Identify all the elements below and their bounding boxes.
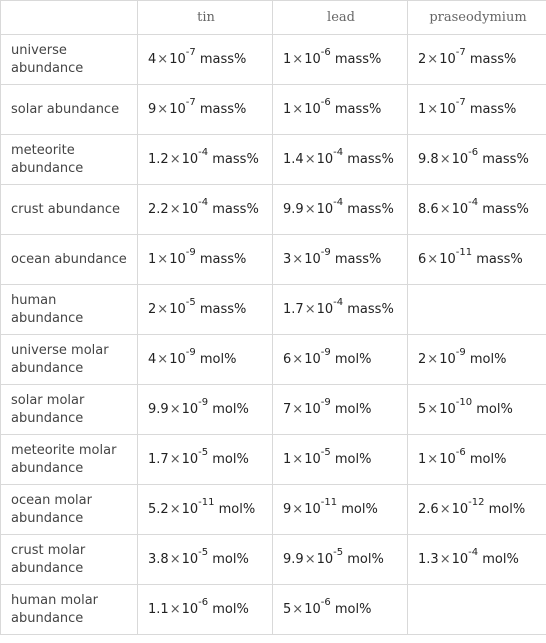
mantissa: 4 [148,51,157,67]
unit: mass% [212,151,259,167]
unit: mass% [334,251,382,267]
times-sign: × [439,551,451,567]
value-cell [138,85,273,135]
value-cell [408,235,546,285]
exponent-base: 10 [169,301,186,317]
times-sign: × [427,101,439,117]
exponent-base: 10 [316,201,334,217]
value-cell [138,135,273,185]
mantissa: 9.9 [283,551,304,567]
exponent-base: 10 [439,401,456,417]
mantissa: 4 [148,351,157,367]
exponent-base: 10 [181,551,199,567]
unit: mass% [347,301,394,317]
table-row [1,485,546,535]
times-sign: × [169,451,181,467]
exponent-base: 10 [181,151,199,167]
exponent: -5 [333,547,344,559]
exponent-base: 10 [439,451,456,467]
unit: mol% [347,551,384,567]
exponent: -9 [185,247,196,259]
unit: mass% [469,51,517,67]
value-cell [138,385,273,435]
value-cell [408,185,546,235]
value-cell [138,285,273,335]
value-cell [408,585,546,635]
exponent: -9 [455,347,466,359]
value-cell [273,535,408,585]
times-sign: × [304,151,316,167]
unit: mass% [482,151,529,167]
row-label: universe molar abundance [1,335,138,385]
mantissa: 2 [418,351,427,367]
mantissa: 9 [283,501,292,517]
value-cell [408,435,546,485]
column-header-tin: tin [138,1,273,35]
row-label: human molar abundance [1,585,138,635]
exponent-base: 10 [304,451,321,467]
exponent-base: 10 [169,351,186,367]
value-cell [138,35,273,85]
row-label: crust abundance [1,185,138,235]
header-row [1,1,546,35]
unit: mass% [476,251,523,267]
value-cell [273,335,408,385]
value-cell [408,285,546,335]
times-sign: × [427,51,439,67]
times-sign: × [157,251,169,267]
mantissa: 8.6 [418,201,439,217]
unit: mol% [469,451,507,467]
exponent-base: 10 [439,351,456,367]
mantissa: 1.2 [148,151,169,167]
unit: mol% [218,501,256,517]
unit: mass% [482,201,529,217]
value-cell [408,135,546,185]
mantissa: 9.9 [148,401,169,417]
unit: mass% [469,101,517,117]
exponent: -5 [198,547,209,559]
mantissa: 1.3 [418,551,439,567]
times-sign: × [427,401,439,417]
times-sign: × [169,401,181,417]
exponent: -9 [320,247,331,259]
value-cell [138,585,273,635]
exponent: -5 [185,297,196,309]
table-row [1,135,546,185]
unit: mol% [334,451,372,467]
exponent: -11 [320,497,338,509]
row-label: human abundance [1,285,138,335]
exponent-base: 10 [304,351,321,367]
row-label: meteorite abundance [1,135,138,185]
value-cell [138,185,273,235]
times-sign: × [292,601,304,617]
exponent: -4 [468,547,479,559]
exponent: -6 [320,597,331,609]
unit: mass% [199,51,247,67]
table-row [1,185,546,235]
exponent: -6 [320,97,331,109]
value-cell [138,335,273,385]
exponent-base: 10 [181,451,199,467]
times-sign: × [292,251,304,267]
times-sign: × [439,201,451,217]
table-row [1,235,546,285]
value-cell [273,385,408,435]
value-cell [273,235,408,285]
times-sign: × [304,301,316,317]
value-cell [138,435,273,485]
exponent: -11 [198,497,215,509]
exponent-base: 10 [451,151,469,167]
unit: mass% [334,51,382,67]
table-row [1,85,546,135]
times-sign: × [157,101,169,117]
table-row [1,35,546,85]
unit: mol% [212,451,249,467]
times-sign: × [169,501,181,517]
mantissa: 1.4 [283,151,304,167]
mantissa: 2 [148,301,157,317]
times-sign: × [292,401,304,417]
exponent-base: 10 [439,251,456,267]
exponent: -11 [455,247,473,259]
unit: mass% [199,251,247,267]
exponent-base: 10 [439,51,456,67]
mantissa: 9.8 [418,151,439,167]
exponent: -9 [185,347,196,359]
exponent-base: 10 [451,551,469,567]
value-cell [273,135,408,185]
times-sign: × [304,201,316,217]
unit: mol% [212,551,249,567]
value-cell [138,535,273,585]
times-sign: × [292,501,304,517]
times-sign: × [157,51,169,67]
value-cell [273,435,408,485]
times-sign: × [157,351,169,367]
exponent: -4 [333,297,344,309]
exponent-base: 10 [169,251,186,267]
times-sign: × [439,151,451,167]
mantissa: 3.8 [148,551,169,567]
mantissa: 1 [418,451,427,467]
unit: mol% [488,501,526,517]
exponent-base: 10 [304,401,321,417]
exponent-base: 10 [451,201,469,217]
times-sign: × [304,551,316,567]
times-sign: × [157,301,169,317]
row-label: solar molar abundance [1,385,138,435]
unit: mol% [199,351,237,367]
unit: mass% [347,151,394,167]
mantissa: 5.2 [148,501,169,517]
times-sign: × [439,501,451,517]
row-label: universe abundance [1,35,138,85]
exponent: -10 [455,397,473,409]
exponent: -5 [320,447,331,459]
value-cell [273,35,408,85]
exponent-base: 10 [181,501,199,517]
times-sign: × [292,51,304,67]
row-label: solar abundance [1,85,138,135]
value-cell [273,185,408,235]
unit: mass% [347,201,394,217]
table-row [1,535,546,585]
exponent: -4 [198,147,209,159]
value-cell [408,485,546,535]
mantissa: 1 [283,101,292,117]
unit: mol% [334,351,372,367]
unit: mol% [469,351,507,367]
mantissa: 2 [418,51,427,67]
mantissa: 3 [283,251,292,267]
times-sign: × [427,451,439,467]
mantissa: 5 [418,401,427,417]
unit: mass% [212,201,259,217]
column-header-lead: lead [273,1,408,35]
mantissa: 7 [283,401,292,417]
exponent-base: 10 [316,301,334,317]
exponent: -12 [468,497,485,509]
value-cell [273,485,408,535]
exponent: -9 [320,347,331,359]
table-row [1,435,546,485]
unit: mass% [199,101,247,117]
exponent-base: 10 [169,51,186,67]
exponent: -7 [455,47,466,59]
unit: mass% [199,301,247,317]
times-sign: × [169,551,181,567]
mantissa: 9 [148,101,157,117]
exponent: -5 [198,447,209,459]
value-cell [273,85,408,135]
mantissa: 1 [283,51,292,67]
exponent: -9 [198,397,209,409]
times-sign: × [169,201,181,217]
value-cell [408,85,546,135]
exponent-base: 10 [304,101,321,117]
value-cell [273,585,408,635]
value-cell [408,335,546,385]
table-row [1,585,546,635]
unit: mol% [334,601,372,617]
row-label: ocean molar abundance [1,485,138,535]
corner-cell [1,1,138,35]
value-cell [408,535,546,585]
exponent: -6 [455,447,466,459]
exponent-base: 10 [304,501,321,517]
exponent-base: 10 [181,401,199,417]
exponent: -4 [333,147,344,159]
table-row [1,335,546,385]
unit: mol% [341,501,378,517]
mantissa: 2.2 [148,201,169,217]
exponent: -7 [185,97,196,109]
exponent-base: 10 [304,601,321,617]
value-cell [138,485,273,535]
times-sign: × [169,601,181,617]
times-sign: × [292,351,304,367]
exponent-base: 10 [451,501,469,517]
column-header-praseodymium: praseodymium [408,1,546,35]
exponent-base: 10 [304,251,321,267]
exponent: -7 [185,47,196,59]
times-sign: × [169,151,181,167]
mantissa: 2.6 [418,501,439,517]
unit: mol% [212,601,249,617]
value-cell [138,235,273,285]
unit: mol% [482,551,519,567]
row-label: crust molar abundance [1,535,138,585]
exponent: -6 [320,47,331,59]
row-label: ocean abundance [1,235,138,285]
table-row [1,385,546,435]
times-sign: × [292,101,304,117]
value-cell [408,385,546,435]
value-cell [408,35,546,85]
mantissa: 1.1 [148,601,169,617]
mantissa: 9.9 [283,201,304,217]
mantissa: 6 [283,351,292,367]
exponent: -6 [468,147,479,159]
unit: mol% [212,401,249,417]
exponent-base: 10 [181,601,199,617]
exponent-base: 10 [181,201,199,217]
row-label: meteorite molar abundance [1,435,138,485]
mantissa: 1 [418,101,427,117]
exponent: -7 [455,97,466,109]
unit: mol% [334,401,372,417]
exponent-base: 10 [316,551,334,567]
exponent-base: 10 [169,101,186,117]
times-sign: × [427,251,439,267]
exponent: -4 [198,197,209,209]
exponent-base: 10 [316,151,334,167]
exponent-base: 10 [304,51,321,67]
mantissa: 1.7 [283,301,304,317]
value-cell [273,285,408,335]
mantissa: 6 [418,251,427,267]
table-row [1,285,546,335]
mantissa: 1 [283,451,292,467]
exponent-base: 10 [439,101,456,117]
unit: mol% [476,401,513,417]
mantissa: 1 [148,251,157,267]
exponent: -9 [320,397,331,409]
unit: mass% [334,101,382,117]
times-sign: × [292,451,304,467]
exponent: -6 [198,597,209,609]
exponent: -4 [468,197,479,209]
times-sign: × [427,351,439,367]
mantissa: 1.7 [148,451,169,467]
exponent: -4 [333,197,344,209]
mantissa: 5 [283,601,292,617]
